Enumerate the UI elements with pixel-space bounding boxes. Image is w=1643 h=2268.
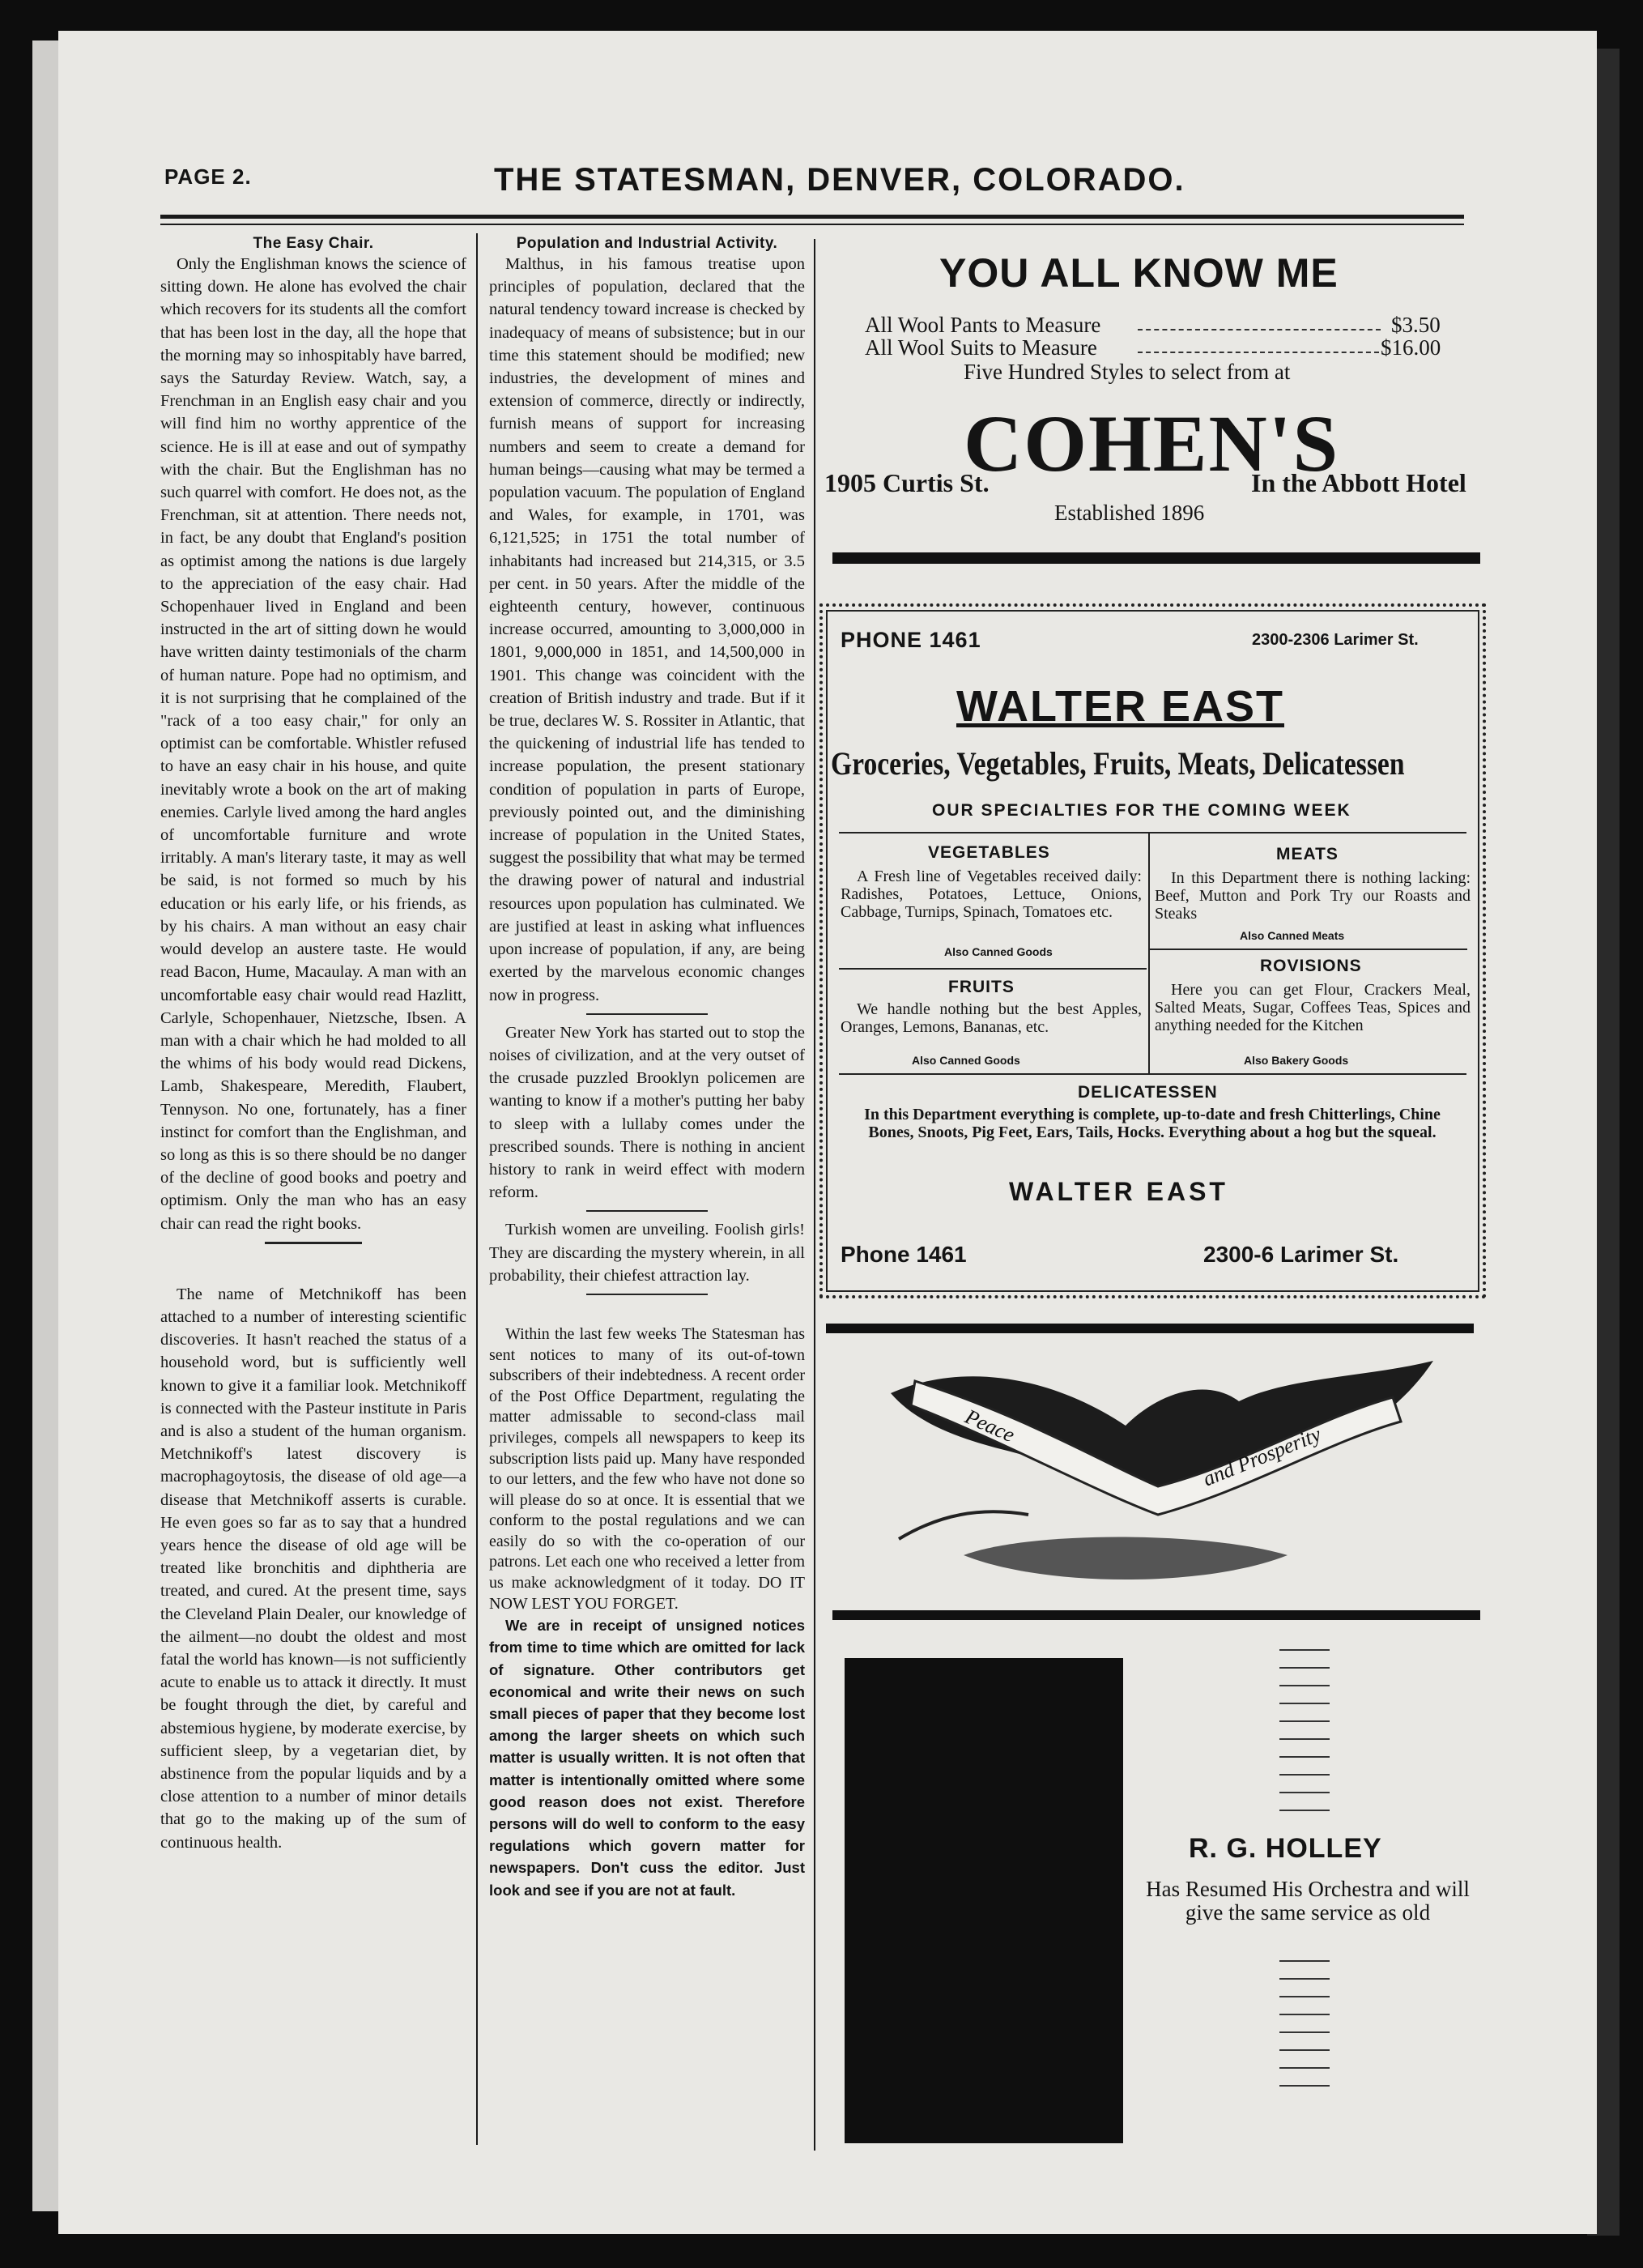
header-rule xyxy=(160,215,1464,219)
shield-base-shape xyxy=(964,1537,1288,1580)
walter-east-ad xyxy=(819,603,1486,1298)
walter-east-name-bottom: WALTER EAST xyxy=(1009,1177,1228,1206)
fruits-text: We handle nothing but the best Apples, Oranges, Lemons, Bananas, etc. xyxy=(841,1000,1142,1036)
cohens-location: In the Abbott Hotel xyxy=(1251,468,1466,497)
column-divider-1 xyxy=(476,233,478,2145)
ornament-rule xyxy=(1279,1649,1330,1651)
cohens-styles-line: Five Hundred Styles to select from at xyxy=(964,360,1291,384)
ad-divider-bar xyxy=(826,1324,1474,1333)
cohens-ad xyxy=(818,243,1498,535)
leader-dots xyxy=(1138,329,1381,330)
cohens-headline: YOU ALL KNOW ME xyxy=(939,250,1339,296)
metchnikoff-article: The name of Metchnikoff has been attached to a number of interesting scientific discoveries. It hasn't reached the status of a household word, but is sufficiently well known to give it a familiar look. Metchnikoff is connected with the Pasteur institute in Paris and is also a student of the human organism. Metchnikoff's latest discovery is macrophagoytosis, the disease of old age—a disease that Metchnikoff asserts is curable. He even goes so far as to say that a hundred years hence the disease of old age will be treated like bronchitis and diphtheria are treated, and cured. At the present time, says the Cleveland Plain Dealer, our knowledge of the ailment—no doubt the oldest and most fatal the world has known—is not sufficiently acute to enable us to attack it directly. It must be fought through the diet, by careful and abstemious hygiene, by moderate exercise, by sufficient sleep, by a vegetarian diet, by abstinence from the popular liquids and by a close attention to a number of minor details that go to the making up of the sum of continuous health. xyxy=(160,1285,466,1852)
banner-peace-text: Peace xyxy=(961,1404,1019,1447)
meats-text: In this Department there is nothing lacking: Beef, Mutton and Pork Try our Roasts and Steaks xyxy=(1155,869,1471,923)
article-separator xyxy=(586,1294,708,1295)
provisions-heading: ROVISIONS xyxy=(1260,957,1362,975)
fruits-heading: FRUITS xyxy=(948,978,1015,996)
new-york-article: Greater New York has started out to stop the noises of civilization, and at the very outset of the crusade puzzled Brooklyn policemen are wanting to know if a mother's putting her baby to sleep with a lullaby comes under the prescribed sounds. There is nothing in ancient history to rank in weird effect with modern reform. xyxy=(489,1023,805,1202)
walter-east-name: WALTER EAST xyxy=(956,682,1284,731)
spacer xyxy=(489,1302,805,1324)
ornament-rule xyxy=(1279,1738,1330,1740)
ad-rule xyxy=(839,832,1466,833)
turkish-article: Turkish women are unveiling. Foolish girls! They are discarding the mystery wherein, in all probability, their chiefest attraction lay. xyxy=(489,1221,805,1285)
ornament-rule xyxy=(1279,1792,1330,1793)
ad-column-rule xyxy=(1148,832,1150,1073)
ornament-rule xyxy=(1279,1774,1330,1776)
delicatessen-heading: DELICATESSEN xyxy=(1078,1083,1218,1102)
column-1 xyxy=(160,235,466,1854)
walter-east-specialties: OUR SPECIALTIES FOR THE COMING WEEK xyxy=(932,801,1351,820)
spacer xyxy=(160,1251,466,1283)
unsigned-notice: We are in receipt of unsigned notices from time to time which are omitted for lack of signature. Other contributors get economical and write their news on such small pieces of paper that they become lost among the larger sheets on which such matter is usually written. It is not often that matter is intentionally omitted where some good reason does not exist. Therefore persons will do well to conform to the easy regulations which govern matter for newspapers. Don't cuss the editor. Just look and see if you are not at fault. xyxy=(489,1617,805,1899)
holley-name: R. G. HOLLEY xyxy=(1189,1833,1382,1864)
ornament-rule xyxy=(1279,1996,1330,1997)
delicatessen-text: In this Department everything is complete, up-to-date and fresh Chitterlings, Chine Bones, Snoots, Pig Feet, Ears, Tails, Hocks. Everything about a hog but the squeal. xyxy=(864,1106,1441,1141)
ornament-rule xyxy=(1279,1720,1330,1722)
walter-east-tagline: Groceries, Vegetables, Fruits, Meats, Delicatessen xyxy=(831,745,1405,782)
ornament-rule xyxy=(1279,1685,1330,1686)
ad-rule xyxy=(839,1073,1466,1075)
easy-chair-heading: The Easy Chair. xyxy=(253,235,374,252)
population-article: Malthus, in his famous treatise upon principles of population, declared that the natural tendency toward increase is checked by inadequacy of means of subsistence; but in our time this statement should be modified; new industries, the development of mines and extension of commerce, directly or indirectly, furnish means of support for increasing numbers and seem to create a demand for human beings—causing what may be termed a population vacuum. The population of England and Wales, for example, in 1701, was 6,121,525; in 1751 the total number of inhabitants had increased but 214,315, or 3.5 per cent. in 50 years. After the middle of the eighteenth century, however, continuous increase occurred, amounting to 3,000,000 in 1801, 9,000,000 in 1851, and 14,500,000 in 1901. This change was coincident with the creation of British industry and trade. But if it be true, declares W. S. Rossiter in Atlantic, that the quickening of industrial life has tended to increase population, the present stationary condition of population in parts of Europe, previously pointed out, and the diminishing increase of population in the United States, suggest the possibility that what may be termed the drawing power of natural and industrial resources upon population has culminated. We are justified at least in asking what influences upon increase of population, if any, are being exerted by the marvelous economic changes now in progress. xyxy=(489,255,806,1004)
ornament-rule xyxy=(1279,1978,1330,1980)
olive-branch-line xyxy=(899,1511,1028,1539)
fruits-note: Also Canned Goods xyxy=(912,1054,1020,1067)
column-2 xyxy=(489,235,805,1901)
ad-rule xyxy=(1150,949,1467,950)
walter-east-phone-bottom: Phone 1461 xyxy=(841,1242,967,1267)
ornament-rule xyxy=(1279,1756,1330,1758)
ad-divider-bar xyxy=(832,1610,1480,1620)
ornament-rule xyxy=(1279,2031,1330,2033)
ornament-rule xyxy=(1279,1667,1330,1669)
walter-east-address-bottom: 2300-6 Larimer St. xyxy=(1203,1242,1399,1267)
provisions-note: Also Bakery Goods xyxy=(1244,1054,1349,1067)
cohens-pants-line: All Wool Pants to Measure xyxy=(865,313,1101,337)
ornament-rule xyxy=(1279,2049,1330,2051)
cohens-suits-price: $16.00 xyxy=(1381,335,1441,360)
cohens-name: COHEN'S xyxy=(964,399,1340,488)
meats-heading: MEATS xyxy=(1276,845,1339,863)
ornament-rule xyxy=(1279,1703,1330,1704)
ornament-rule xyxy=(1279,1960,1330,1962)
walter-east-phone-top: PHONE 1461 xyxy=(841,628,981,652)
page-number: PAGE 2. xyxy=(164,164,252,189)
cohens-established: Established 1896 xyxy=(1054,501,1205,525)
holley-text: Has Resumed His Orchestra and will give the same service as old xyxy=(1146,1877,1470,1925)
vegetables-text: A Fresh line of Vegetables received daily: Radishes, Potatoes, Lettuce, Onions, Cabbage, Turnips, Spinach, Tomatoes etc. xyxy=(841,868,1142,921)
cohens-address: 1905 Curtis St. xyxy=(824,468,990,497)
population-heading: Population and Industrial Activity. xyxy=(516,235,778,252)
provisions-text: Here you can get Flour, Crackers Meal, Salted Meats, Sugar, Coffees Teas, Spices and anything needed for the Kitchen xyxy=(1155,981,1471,1034)
portrait-photo xyxy=(845,1658,1123,2143)
walter-east-address-top: 2300-2306 Larimer St. xyxy=(1252,631,1419,649)
header-rule-thin xyxy=(160,224,1464,225)
column-divider-2 xyxy=(814,239,815,2151)
ornament-rule xyxy=(1279,2067,1330,2069)
article-separator xyxy=(586,1013,708,1015)
subscription-notice: Within the last few weeks The Statesman has sent notices to many of its out-of-town subscribers of their indebtedness. A recent order of the Post Office Department, regulating the matter admissable to second-class mail privileges, compels all newspapers to keep its subscription lists paid up. Many have responded to our letters, and the few who have not done so will please do so at once. It is essential that we conform to the postal regulations and we can easily do so with the co-operation of our patrons. Let each one who received a letter from us make acknowledgment of it today. DO IT NOW LEST YOU FORGET. xyxy=(489,1324,805,1613)
easy-chair-article: Only the Englishman knows the science of sitting down. He alone has evolved the chair which recovers for its students all the comfort that has been lost in the day, all the hope that the morning may so inhospitably have barred, says the Saturday Review. Watch, say, a Frenchman in an English easy chair and you will find him no worthy apprentice of the science. He is ill at ease and out of sympathy with the chair. But the Englishman has no such quarrel with comfort. He does not, as the Frenchman, sit at attention. There needs not, in fact, be any doubt that England's position as optimist among the nations is due largely to the appreciation of the easy chair. Had Schopenhauer lived in England and been instructed in the art of sitting down he would have written dainty testimonials of the charm of human nature. Pope had no optimism, and it is not surprising that he complained of the "rack of a too easy chair," for only an optimist can be comfortable. Whistler refused to have an easy chair in his house, and quite inevitably wrote a book on the art of making enemies. Carlyle lived among the hard angles of uncomfortable furniture and wrote irritably. A man's literary taste, it may as well be said, is not formed so much by his education or his early life, or his friends, as by his chairs. A man without an easy chair would develop an austere taste. He would read Bacon, Hume, Macaulay. A man with an uncomfortable easy chair would read Hazlitt, Carlyle, Schopenhauer, Nietzsche, Ibsen. A man with a chair which he had molded to all the whims of his body would read Dickens, Lamb, Shakespeare, Meredith, Flaubert, Tennyson. No one, fortunately, has a finer instinct for comfort than the Englishman, and so long as this is so there should be no danger of the decline of good books and poetry and optimism. Only the man who has an easy chair can read the right books. xyxy=(160,255,467,1233)
cohens-suits-line: All Wool Suits to Measure xyxy=(865,335,1097,360)
masthead-title: THE STATESMAN, DENVER, COLORADO. xyxy=(494,162,1185,198)
vegetables-note: Also Canned Goods xyxy=(944,945,1053,958)
leader-dots xyxy=(1138,352,1379,353)
ornament-rule xyxy=(1279,2014,1330,2015)
vegetables-heading: VEGETABLES xyxy=(928,843,1050,862)
article-separator xyxy=(265,1242,362,1244)
ornament-rule xyxy=(1279,2085,1330,2087)
ad-rule xyxy=(839,968,1147,970)
ornament-rule xyxy=(1279,1810,1330,1811)
eagle-peace-prosperity-illustration xyxy=(866,1345,1498,1596)
article-separator xyxy=(586,1210,708,1212)
banner-prosperity-text: and Prosperity xyxy=(1199,1422,1325,1491)
meats-note: Also Canned Meats xyxy=(1240,929,1345,942)
cohens-pants-price: $3.50 xyxy=(1391,313,1441,337)
ad-divider-bar xyxy=(832,552,1480,564)
